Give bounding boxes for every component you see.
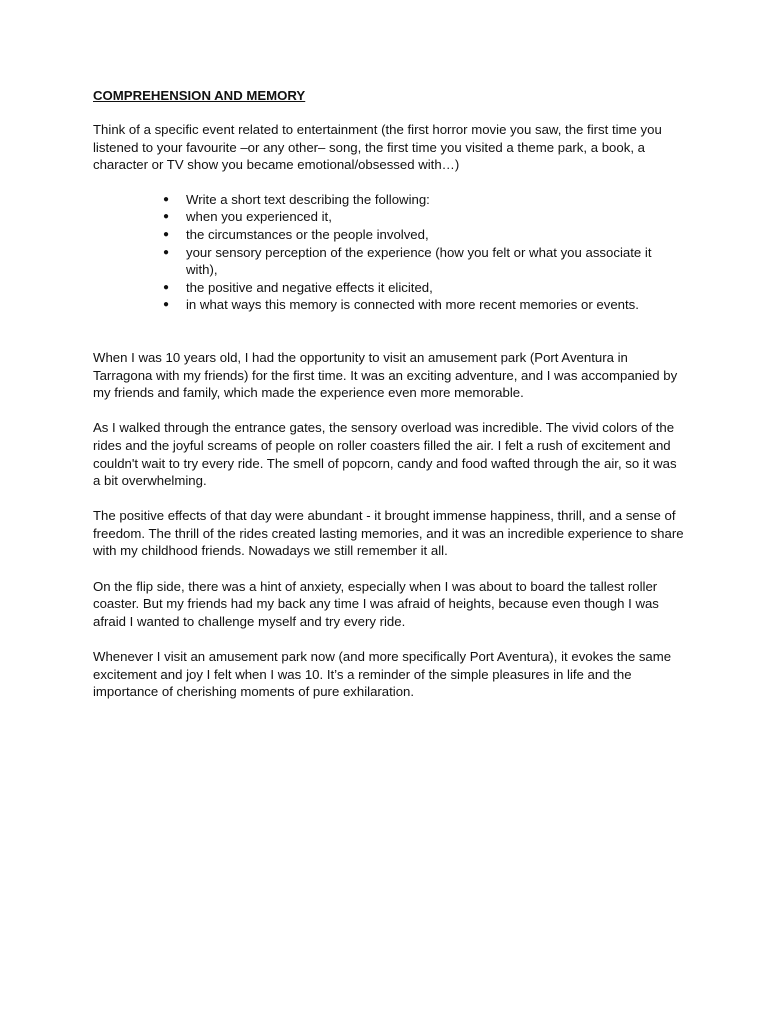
list-item: ● Write a short text describing the following: [163, 191, 685, 209]
document-title: COMPREHENSION AND MEMORY [93, 88, 306, 103]
body-paragraph: On the flip side, there was a hint of anxiety, especially when I was about to board the tallest roller coaster. But my friends had my back any time I was afraid of heights, because even though I was afraid I wanted to challenge myself and try every ride. [93, 578, 659, 629]
body-paragraph: Whenever I visit an amusement park now (and more specifically Port Aventura), it evokes the same excitement and joy I felt when I was 10. It’s a reminder of the simple pleasures in life and the importance of cherishing moments of pure exhilaration. [93, 649, 672, 700]
list-item: ● the positive and negative effects it elicited, [163, 279, 685, 297]
list-item: ● in what ways this memory is connected with more recent memories or events. [163, 296, 685, 314]
list-item: ● your sensory perception of the experience (how you felt or what you associate it with), [163, 244, 685, 279]
document-body [93, 87, 685, 718]
body-paragraph: The positive effects of that day were abundant - it brought immense happiness, thrill, and a sense of freedom. The thrill of the rides created lasting memories, and it was an incredible experience to share with my childhood friends. Nowadays we still remember it all. [93, 508, 684, 559]
list-item: ● when you experienced it, [163, 208, 685, 226]
body-paragraph: When I was 10 years old, I had the opportunity to visit an amusement park (Port Aventura in Tarragona with my friends) for the first time. It was an exciting adventure, and I was accompanied by my friends and family, which made the experience even more memorable. [93, 349, 678, 401]
body-paragraph: As I walked through the entrance gates, the sensory overload was incredible. The vivid colors of the rides and the joyful screams of people on roller coasters filled the air. I felt a rush of excitement and couldn't wait to try every ride. The smell of popcorn, candy and food wafted through the air, so it was a bit overwhelming. [93, 420, 677, 489]
instruction-list [93, 191, 685, 314]
list-item: ● the circumstances or the people involved, [163, 226, 685, 244]
intro-paragraph: Think of a specific event related to entertainment (the first horror movie you saw, the first time you listened to your favourite –or any other– song, the first time you visited a theme park, a book, a character or TV show you became emotional/obsessed with…) [93, 122, 662, 173]
